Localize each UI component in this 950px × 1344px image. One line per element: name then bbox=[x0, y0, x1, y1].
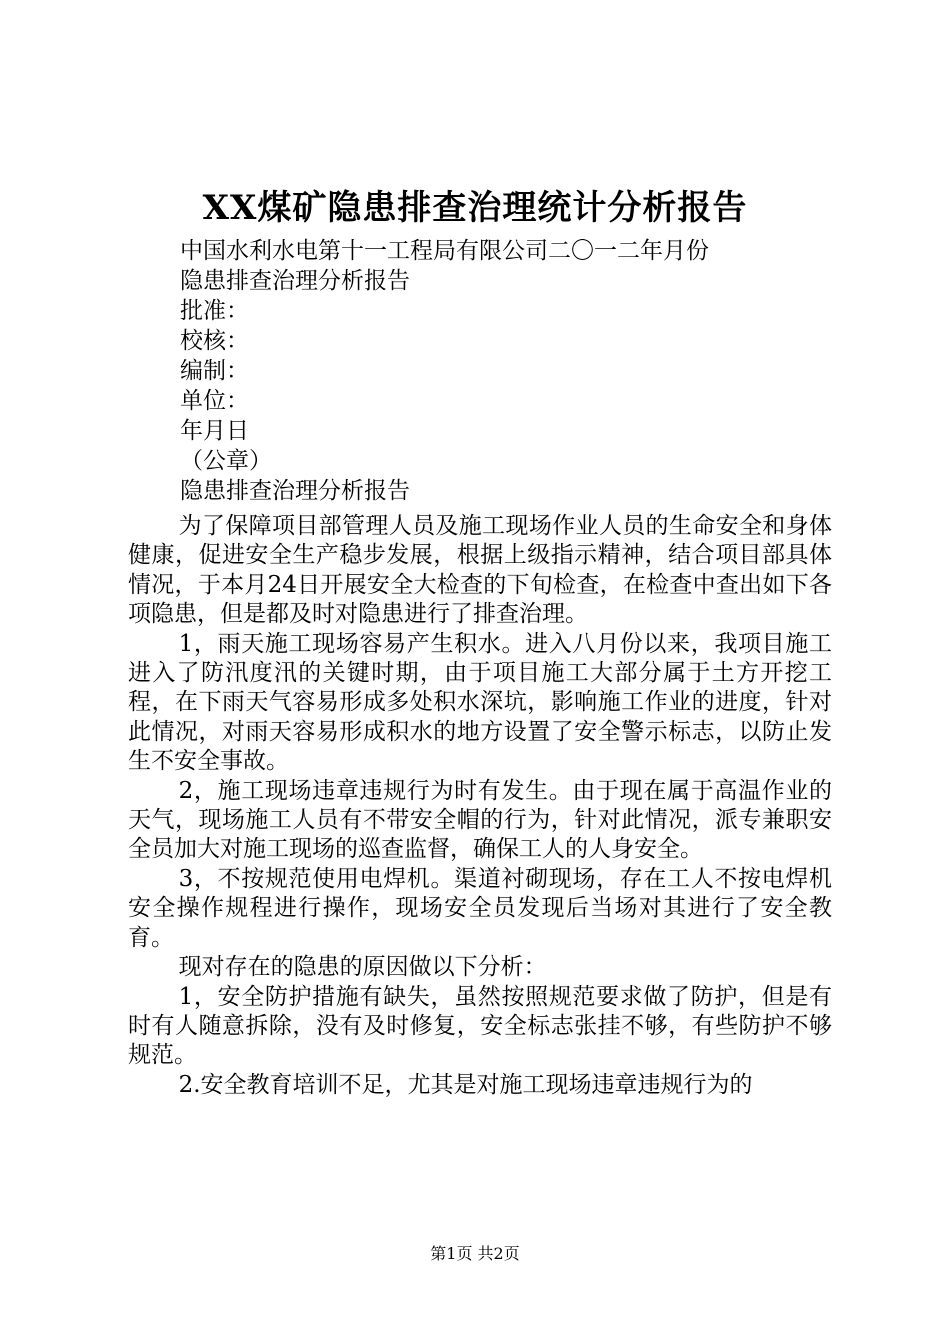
unit-line: 单位： bbox=[180, 388, 249, 414]
paragraph-cause-1: 1，安全防护措施有缺失，虽然按照规范要求做了防护，但是有时有人随意拆除，没有及时修复，安全标志张挂不够，有些防护不够规范。 bbox=[128, 983, 832, 1069]
paragraph-hazard-3: 3，不按规范使用电焊机。渠道衬砌现场，存在工人不按电焊机安全操作规程进行操作，现场安全员发现后当场对其进行了安全教育。 bbox=[128, 865, 832, 951]
seal-line: （公章） bbox=[180, 448, 272, 474]
paragraph-hazard-2: 2，施工现场违章违规行为时有发生。由于现在属于高温作业的天气，现场施工人员有不带安全帽的行为，针对此情况，派专兼职安全员加大对施工现场的巡查监督，确保工人的人身安全。 bbox=[128, 777, 832, 863]
date-line: 年月日 bbox=[180, 418, 249, 444]
report-body bbox=[128, 512, 832, 1100]
author-line: 编制： bbox=[180, 358, 249, 384]
paragraph-analysis-intro: 现对存在的隐患的原因做以下分析： bbox=[178, 954, 547, 981]
report-subtitle: 隐患排查治理分析报告 bbox=[180, 268, 410, 294]
company-line: 中国水利水电第十一工程局有限公司二〇一二年月份 bbox=[180, 238, 709, 264]
paragraph-cause-2: 2.安全教育培训不足，尤其是对施工现场违章违规行为的 bbox=[178, 1071, 753, 1098]
paragraph-intro: 为了保障项目部管理人员及施工现场作业人员的生命安全和身体健康，促进安全生产稳步发展，根据上级指示精神，结合项目部具体情况，于本月24日开展安全大检查的下旬检查，在检查中查出如下各项隐患，但是都及时对隐患进行了排查治理。 bbox=[128, 513, 832, 628]
approval-line: 批准： bbox=[180, 298, 249, 324]
paragraph-hazard-1: 1，雨天施工现场容易产生积水。进入八月份以来，我项目施工进入了防汛度汛的关键时期，由于项目施工大部分属于土方开挖工程，在下雨天气容易形成多处积水深坑，影响施工作业的进度，针对此情况，对雨天容易形成积水的地方设置了安全警示标志，以防止发生不安全事故。 bbox=[128, 630, 832, 775]
section-heading: 隐患排查治理分析报告 bbox=[180, 478, 410, 504]
review-line: 校核： bbox=[180, 328, 249, 354]
page-number-footer: 第1页 共2页 bbox=[430, 1244, 520, 1263]
report-meta-block bbox=[180, 236, 880, 506]
document-title: XX煤矿隐患排查治理统计分析报告 bbox=[202, 188, 748, 228]
